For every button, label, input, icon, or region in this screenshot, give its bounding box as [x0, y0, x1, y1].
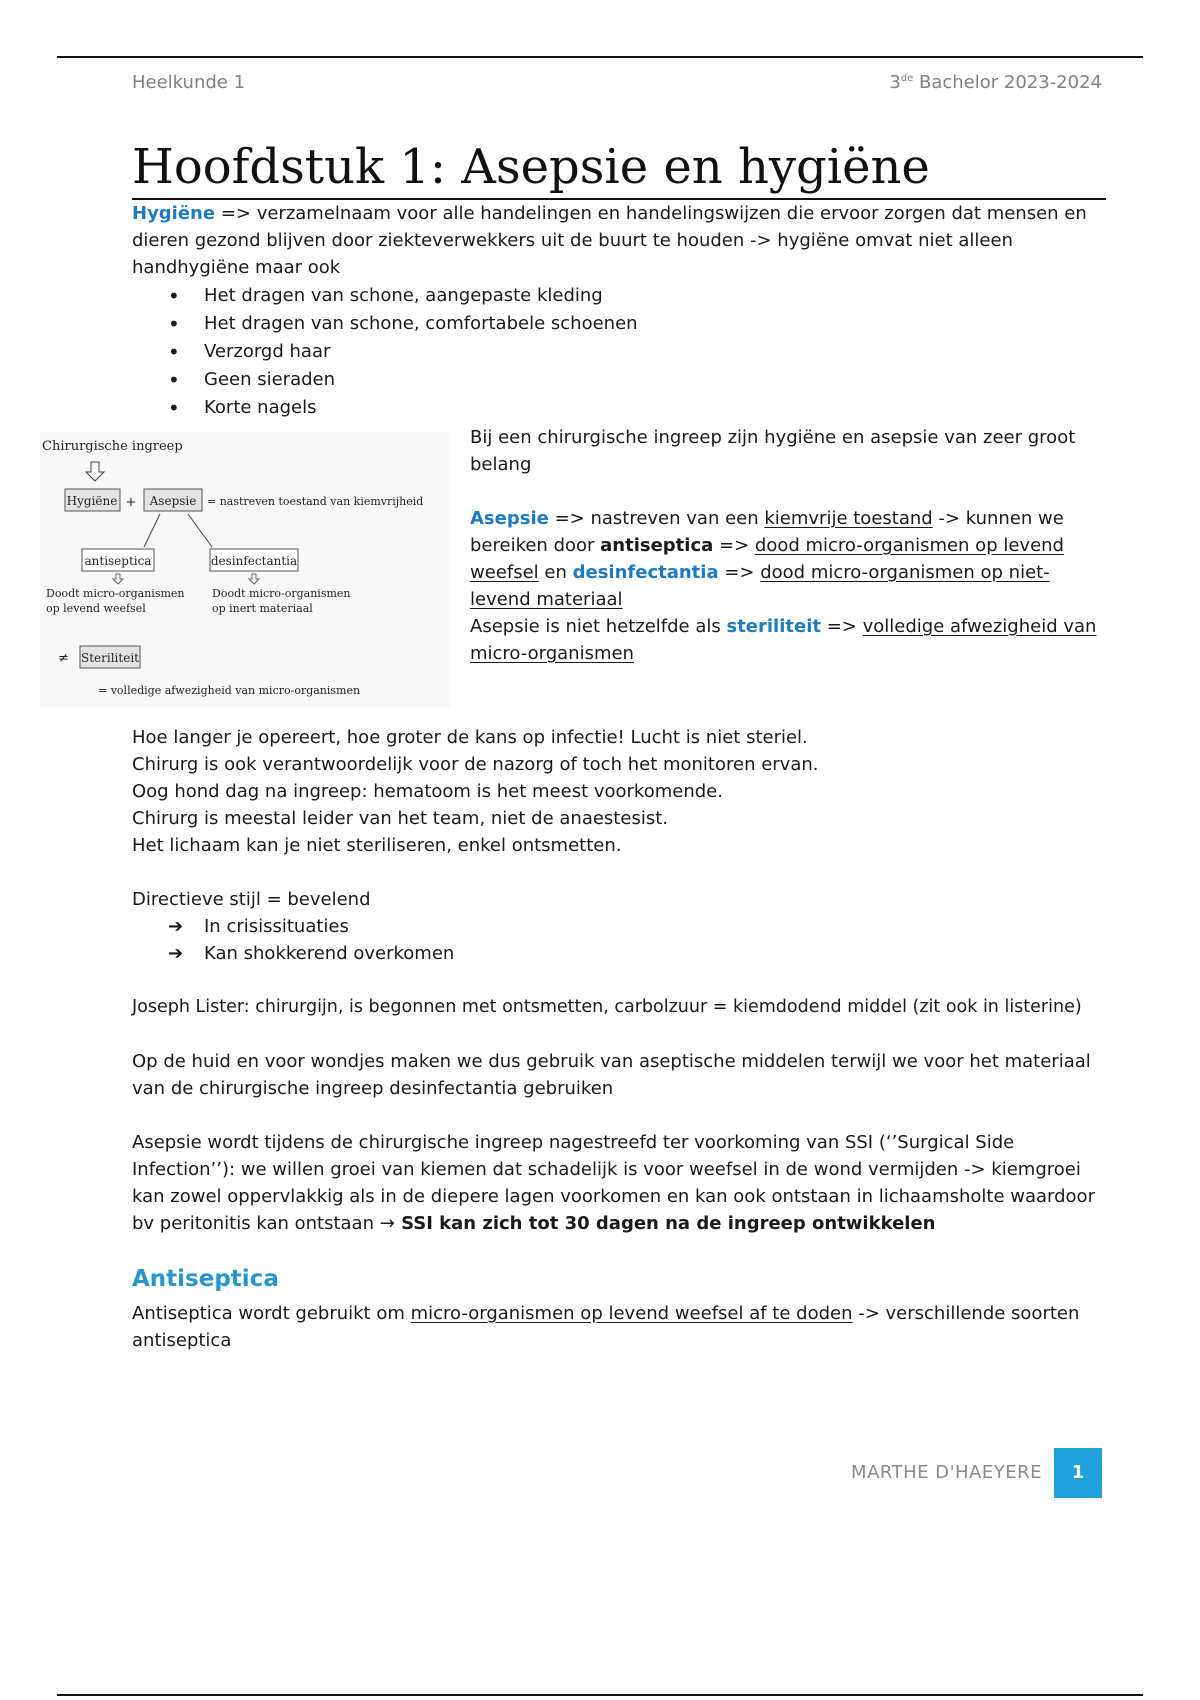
note-line: Hoe langer je opereert, hoe groter de kans op infectie! Lucht is niet steriel.	[132, 727, 808, 748]
diagram-antiseptica-label: antiseptica	[84, 554, 152, 568]
diagram-anti-line1: Doodt micro-organismen	[46, 587, 185, 600]
antiseptica-paragraph: Antiseptica wordt gebruikt om micro-organismen op levend weefsel af te doden -> verschillende soorten antiseptica	[132, 1303, 1080, 1351]
list-item: ➔ In crisissituaties	[132, 913, 1102, 940]
diagram-anti-line2: op levend weefsel	[46, 602, 146, 615]
arrow-right-icon: →	[379, 1213, 395, 1234]
hygiene-term: Hygiëne	[132, 203, 216, 224]
page-title: Hoofdstuk 1: Asepsie en hygiëne	[132, 136, 1106, 200]
list-item: • Het dragen van schone, aangepaste kleding	[132, 282, 1102, 310]
ssi-paragraph: Asepsie wordt tijdens de chirurgische ingreep nagestreefd ter voorkoming van SSI (‘’Surgical Side Infection’’): we willen groei van kiemen dat schadelijk is voor weefsel in de wond vermijden -> kiemgroei kan zowel oppervlakkig als in de diepere lagen voorkomen en kan ook ontstaan in lichaamsholte waardoor bv peritonitis kan ontstaan → SSI kan zich tot 30 dagen na de ingreep ontwikkelen	[132, 1132, 1095, 1234]
diagram-steriliteit-label: Steriliteit	[81, 651, 139, 665]
diagram-asepsie-label: Asepsie	[149, 494, 197, 508]
skin-paragraph: Op de huid en voor wondjes maken we dus gebruik van aseptische middelen terwijl we voor het materiaal van de chirurgische ingreep desinfectantia gebruiken	[132, 1051, 1091, 1099]
asepsie-diagram	[40, 432, 450, 707]
note-line: Het lichaam kan je niet steriliseren, enkel ontsmetten.	[132, 835, 622, 856]
intro-text: Bij een chirurgische ingreep zijn hygiëne en asepsie van zeer groot belang	[470, 427, 1076, 475]
list-item: • Geen sieraden	[132, 366, 1102, 394]
diagram-desinf-line1: Doodt micro-organismen	[212, 587, 351, 600]
hygiene-list	[132, 282, 1102, 422]
diagram-asepsie-def: = nastreven toestand van kiemvrijheid	[207, 495, 424, 508]
steriliteit-definition: Asepsie is niet hetzelfde als steriliteit => volledige afwezigheid van micro-organismen	[470, 616, 1097, 664]
diagram-hygiene-label: Hygiëne	[66, 494, 118, 508]
header-year: 3de Bachelor 2023-2024	[889, 72, 1102, 93]
note-line: Oog hond dag na ingreep: hematoom is het meest voorkomende.	[132, 781, 723, 802]
page-number: 1	[1054, 1448, 1102, 1498]
diagram-top-label: Chirurgische ingreep	[42, 439, 183, 454]
note-line: Chirurg is ook verantwoordelijk voor de nazorg of toch het monitoren ervan.	[132, 754, 819, 775]
asepsie-explanation	[470, 424, 1110, 667]
top-rule	[57, 56, 1143, 58]
list-item: • Het dragen van schone, comfortabele schoenen	[132, 310, 1102, 338]
lister-paragraph: Joseph Lister: chirurgijn, is begonnen met ontsmetten, carbolzuur = kiemdodend middel (zit ook in listerine)	[132, 997, 1082, 1017]
hygiene-definition: => verzamelnaam voor alle handelingen en handelingswijzen die ervoor zorgen dat mensen en dieren gezond blijven door ziekteverwekkers uit de buurt te houden -> hygiëne omvat niet alleen handhygiëne maar ook	[132, 203, 1087, 278]
asepsie-definition: Asepsie => nastreven van een kiemvrije toestand -> kunnen we bereiken door antiseptica => dood micro-organismen op levend weefsel en desinfectantia => dood micro-organismen op niet-levend materiaal	[470, 508, 1064, 610]
diagram-neq: ≠	[58, 651, 69, 666]
diagram-desinf-line2: op inert materiaal	[212, 602, 313, 615]
hygiene-paragraph	[132, 200, 1102, 281]
diagram-steriliteit-def: = volledige afwezigheid van micro-organismen	[98, 684, 361, 697]
list-item: • Verzorgd haar	[132, 338, 1102, 366]
directive-title: Directieve stijl = bevelend	[132, 889, 371, 910]
diagram-desinfectantia-label: desinfectantia	[210, 554, 298, 568]
arrow-right-icon: ➔	[168, 916, 184, 937]
directive-list	[132, 913, 1102, 967]
footer-author: MARTHE D'HAEYERE	[851, 1462, 1042, 1483]
notes-block	[132, 724, 1102, 859]
diagram-plus: +	[125, 495, 137, 510]
header-course: Heelkunde 1	[132, 72, 246, 93]
list-item: ➔ Kan shokkerend overkomen	[132, 940, 1102, 967]
note-line: Chirurg is meestal leider van het team, niet de anaestesist.	[132, 808, 668, 829]
arrow-right-icon: ➔	[168, 943, 184, 964]
bottom-rule	[57, 1694, 1143, 1696]
antiseptica-heading: Antiseptica	[132, 1266, 279, 1292]
list-item: • Korte nagels	[132, 394, 1102, 422]
